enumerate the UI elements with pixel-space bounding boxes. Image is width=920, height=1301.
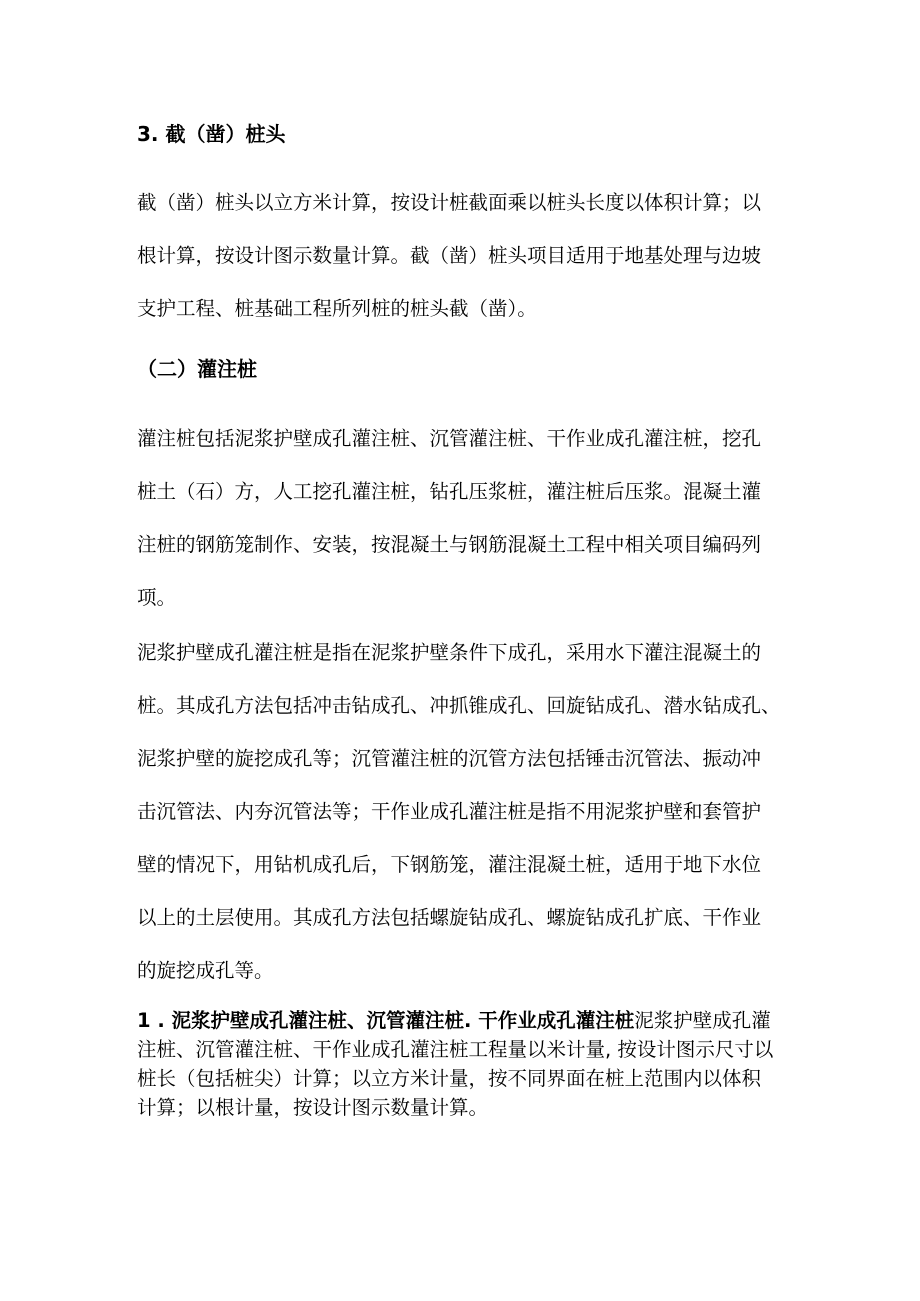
paragraph-line: 计算；以根计量，按设计图示数量计算。 — [137, 1096, 489, 1119]
paragraph-pile-head — [137, 184, 797, 328]
paragraph-line: 泥浆护壁成孔灌注桩是指在泥浆护壁条件下成孔，采用水下灌注混凝土的 — [137, 641, 762, 664]
paragraph-mud-wall-pile — [137, 634, 797, 990]
paragraph-line: 灌注桩包括泥浆护壁成孔灌注桩、沉管灌注桩、干作业成孔灌注桩，挖孔 — [137, 427, 762, 450]
item-1-bold-lead: 1 . 泥浆护壁成孔灌注桩、沉管灌注桩. 干作业成孔灌注桩 — [137, 1009, 635, 1032]
paragraph-line: 击沉管法、内夯沉管法等；干作业成孔灌注桩是指不用泥浆护壁和套管护 — [137, 800, 762, 823]
paragraph-cast-in-place-intro — [137, 420, 797, 617]
paragraph-line — [137, 1006, 797, 1035]
paragraph-line: 桩土（石）方，人工挖孔灌注桩，钻孔压浆桩，灌注桩后压浆。混凝土灌 — [137, 480, 762, 503]
paragraph-line: 注桩的钢筋笼制作、安装，按混凝土与钢筋混凝土工程中相关项目编码列 — [137, 533, 762, 556]
section-heading-cast-in-place-pile: （二）灌注桩 — [137, 357, 257, 381]
paragraph-line: 桩。其成孔方法包括冲击钻成孔、冲抓锥成孔、回旋钻成孔、潜水钻成孔、 — [137, 694, 781, 717]
item-1-first-rest: 泥浆护壁成孔灌 — [634, 1009, 771, 1032]
paragraph-line: 注桩、沉管灌注桩、干作业成孔灌注桩工程量以米计量, 按设计图示尺寸以 — [137, 1038, 774, 1061]
paragraph-line: 泥浆护壁的旋挖成孔等；沉管灌注桩的沉管方法包括锤击沉管法、振动冲 — [137, 747, 762, 770]
paragraph-line: 桩长（包括桩尖）计算；以立方米计量，按不同界面在桩上范围内以体积 — [137, 1067, 762, 1090]
paragraph-line: 项。 — [137, 586, 177, 609]
paragraph-line: 以上的土层使用。其成孔方法包括螺旋钻成孔、螺旋钻成孔扩底、干作业 — [137, 906, 762, 929]
paragraph-line: 壁的情况下，用钻机成孔后，下钢筋笼，灌注混凝土桩，适用于地下水位 — [137, 853, 762, 876]
paragraph-line: 支护工程、桩基础工程所列桩的桩头截（凿）。 — [137, 297, 537, 320]
paragraph-line: 截（凿）桩头以立方米计算，按设计桩截面乘以桩头长度以体积计算；以 — [137, 191, 762, 214]
paragraph-line: 根计算，按设计图示数量计算。截（凿）桩头项目适用于地基处理与边坡 — [137, 244, 762, 267]
paragraph-line: 的旋挖成孔等。 — [137, 959, 274, 982]
section-heading-pile-head: 3. 截（凿）桩头 — [137, 122, 286, 146]
paragraph-item-1 — [137, 1006, 797, 1122]
